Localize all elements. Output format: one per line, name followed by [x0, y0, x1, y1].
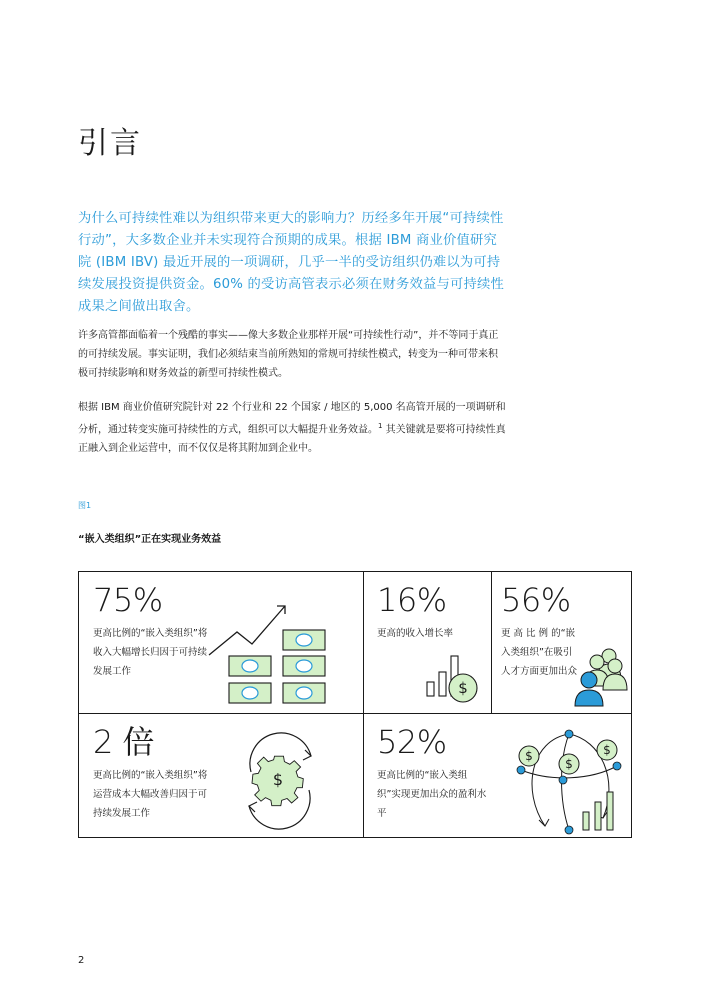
grid-divider	[491, 572, 492, 714]
stat-value: 16%	[377, 581, 447, 619]
svg-text:$: $	[525, 749, 533, 763]
svg-text:$: $	[603, 743, 611, 757]
revenue-bars-icon	[425, 652, 485, 710]
stat-description: 更 高 比 例 的“嵌入类组织”在吸引人才方面更加出众	[501, 628, 578, 677]
grid-divider	[79, 713, 631, 714]
stat-cell-2x	[93, 724, 213, 823]
body-paragraph-2	[78, 398, 506, 458]
stat-value: 56%	[501, 581, 571, 619]
svg-text:$: $	[458, 679, 468, 697]
stats-grid	[78, 571, 632, 838]
stat-cell-52	[377, 724, 487, 823]
stat-description: 更高比例的“嵌入类组织”实现更加出众的盈利水平	[377, 770, 487, 819]
svg-text:$: $	[565, 757, 573, 771]
gear-cycle-icon	[229, 732, 329, 830]
profit-globe-icon	[511, 730, 625, 834]
svg-text:$: $	[272, 770, 284, 789]
body-paragraph-2-text: 根据 IBM 商业价值研究院针对 22 个行业和 22 个国家 / 地区的 5,000 名高管开展的一项调研和分析，通过转变实施可持续性的方式，组织可以大幅提升业务效益。	[78, 402, 506, 436]
stat-description: 更高的收入增长率	[377, 628, 454, 639]
footnote-ref[interactable]: 1	[378, 422, 383, 430]
stat-value: 75%	[93, 581, 163, 619]
stat-value: 52%	[377, 723, 447, 761]
figure-title: “嵌入类组织”正在实现业务效益	[78, 534, 222, 545]
people-group-icon	[571, 646, 629, 710]
stat-cell-75	[93, 582, 213, 681]
stat-cell-56	[501, 582, 577, 681]
page-title: 引言	[78, 126, 142, 161]
lead-paragraph: 为什么可持续性难以为组织带来更大的影响力？历经多年开展“可持续性行动”，大多数企业并未实现符合预期的成果。根据 IBM 商业价值研究院 (IBM IBV) 最近开展的一项调研，几乎一半的受访组织仍难以为可持续发展投资提供资金。60% 的受访高管表示必须在财务效益与可持续性成果之间做出取舍。	[78, 211, 504, 314]
page-number: 2	[78, 955, 85, 966]
stat-description: 更高比例的“嵌入类组织”将收入大幅增长归因于可持续发展工作	[93, 628, 208, 677]
body-paragraph-1: 许多高管都面临着一个残酷的事实——像大多数企业那样开展“可持续性行动”，并不等同于真正的可持续发展。事实证明，我们必须结束当前所熟知的常规可持续性模式，转变为一种可带来积极可持续影响和财务效益的新型可持续性模式。	[78, 330, 499, 379]
money-growth-icon	[207, 600, 357, 710]
body-paragraph-2-end: 其关键就是要将可持续性真正融入到企业运营中，而不仅仅是将其附加到企业中。	[78, 424, 506, 455]
figure-label: 图1	[78, 501, 92, 510]
stat-description: 更高比例的“嵌入类组织”将运营成本大幅改善归因于可持续发展工作	[93, 770, 208, 819]
grid-divider	[363, 572, 364, 837]
stat-value: 2 倍	[93, 723, 155, 761]
stat-cell-16	[377, 582, 487, 643]
